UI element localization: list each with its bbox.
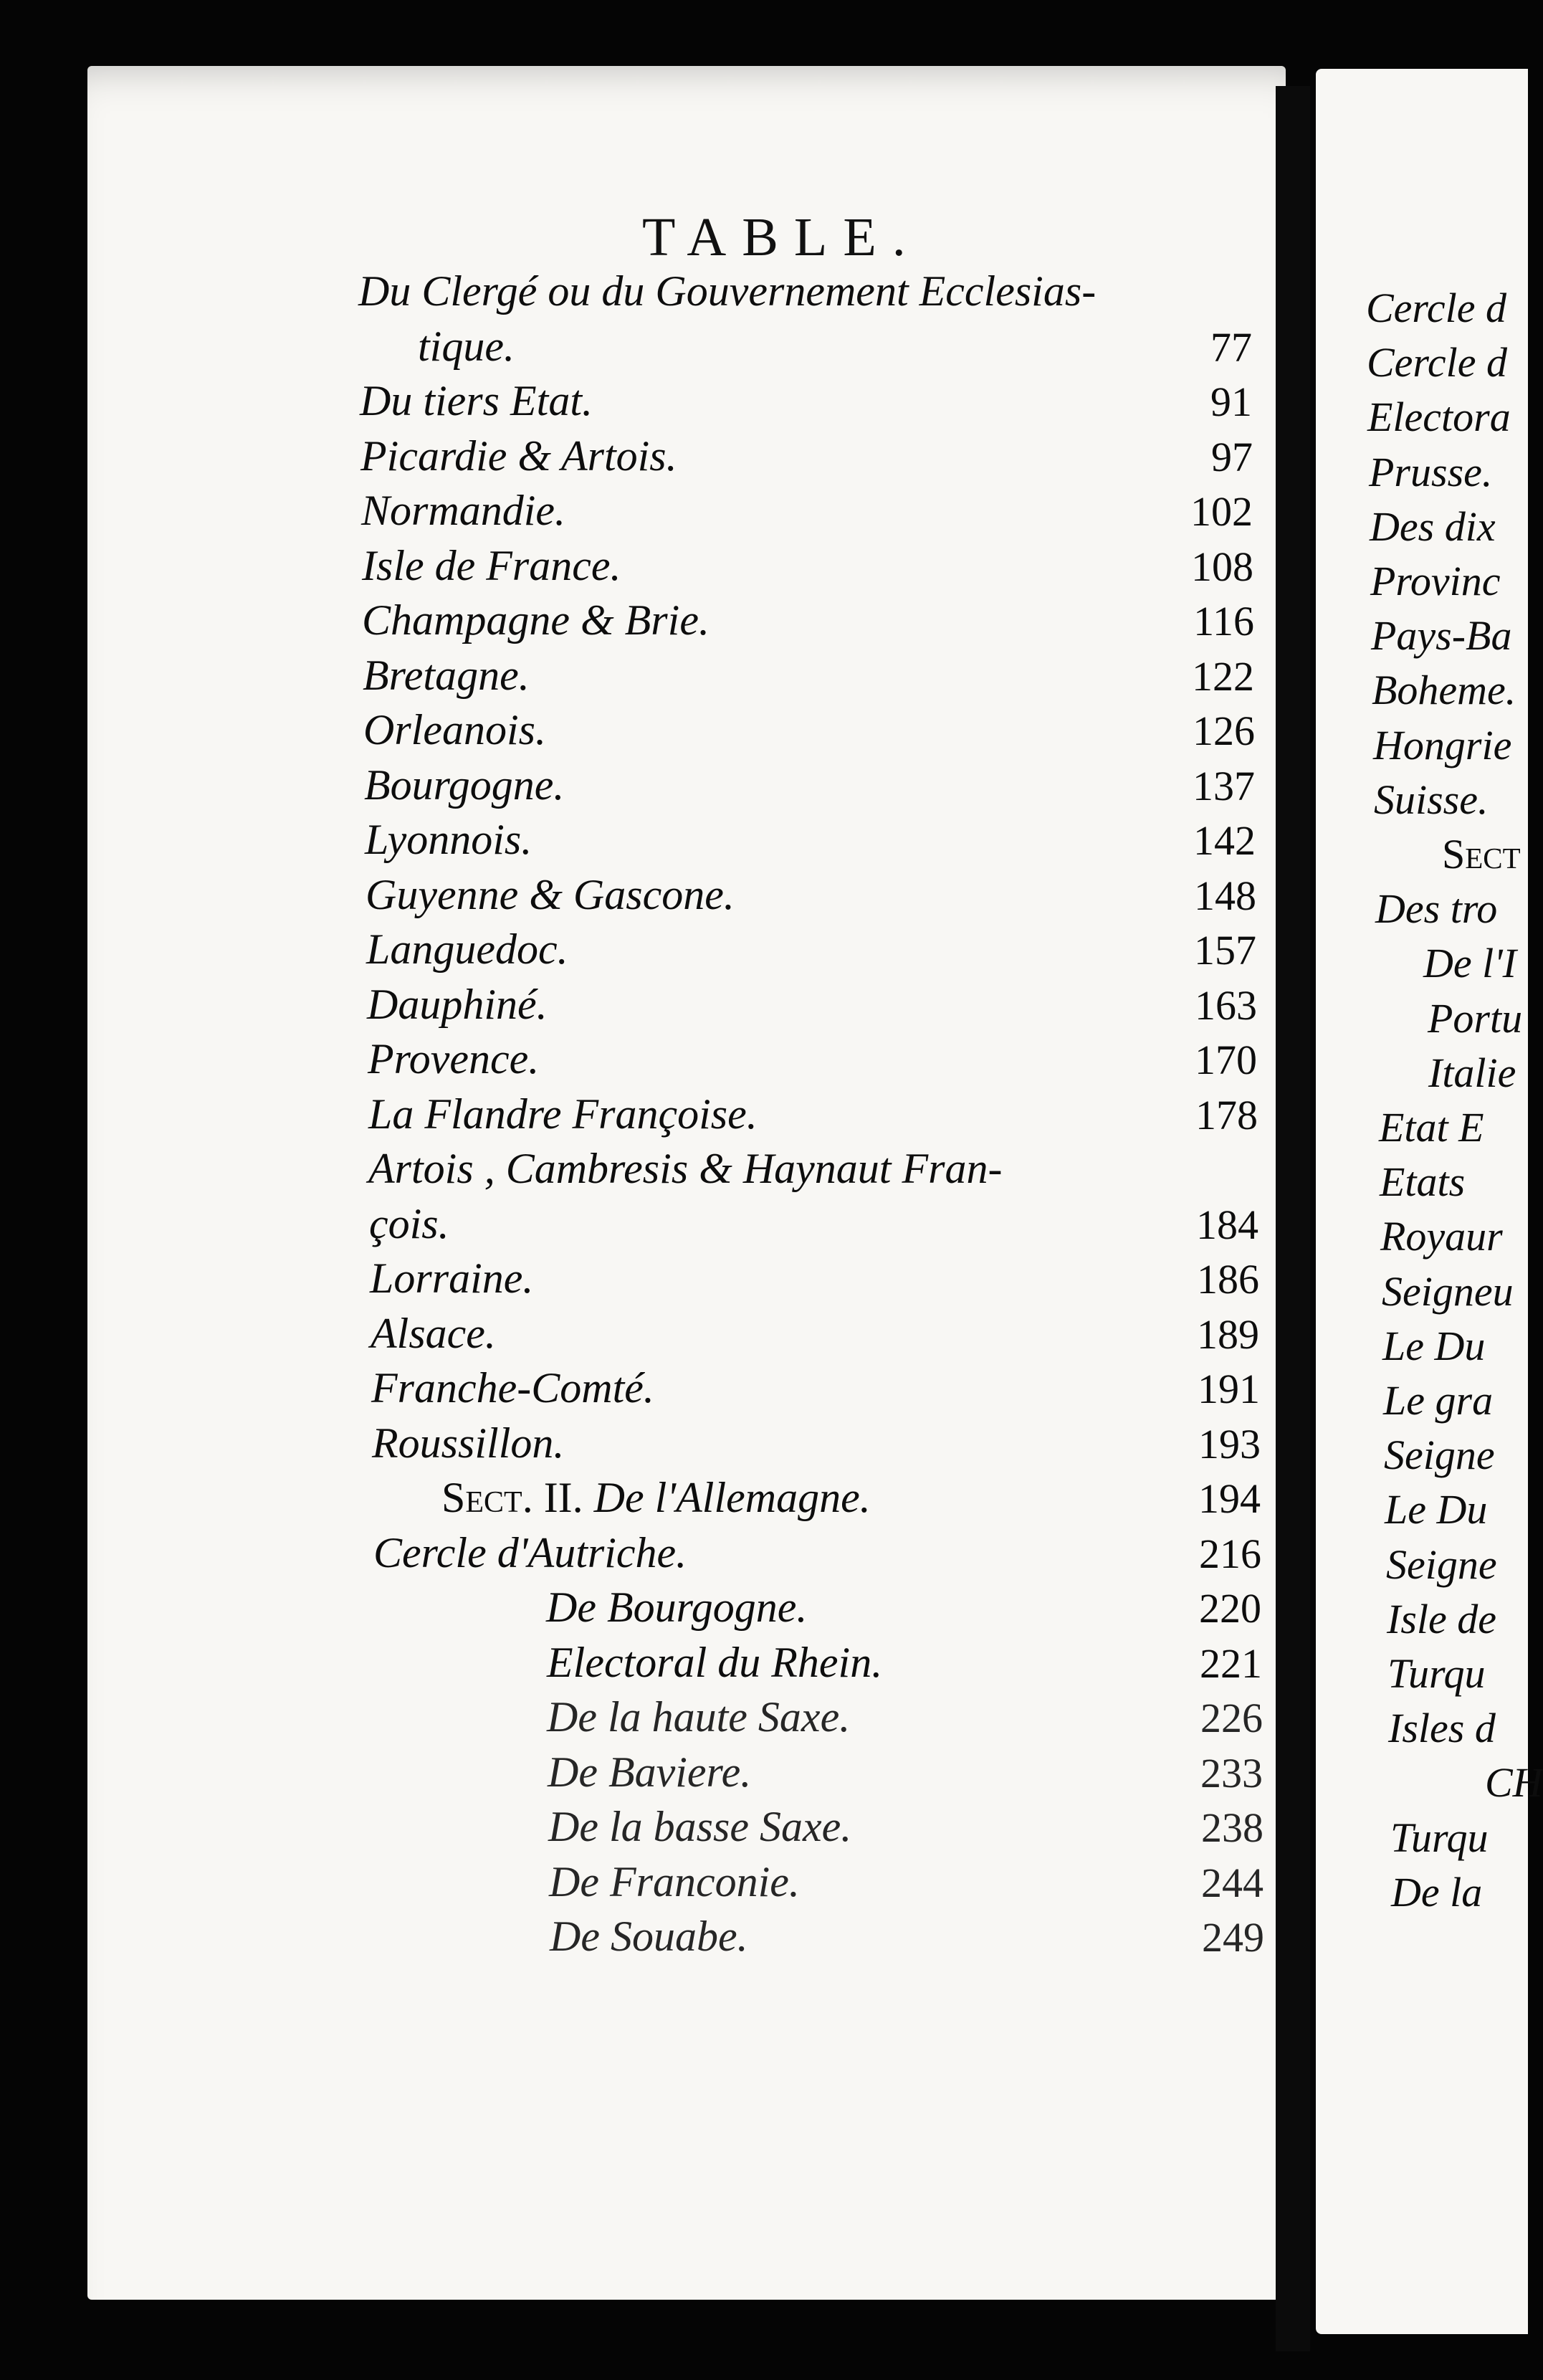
toc-fragment: De la — [1391, 1868, 1483, 1915]
toc-page-number: 186 — [1197, 1256, 1259, 1303]
toc-fragment: Portu — [1428, 994, 1523, 1042]
toc-entry-title: Artois , Cambresis & Haynaut Fran- — [368, 1145, 1003, 1192]
toc-entry — [363, 705, 546, 755]
toc-entry — [441, 1473, 871, 1523]
toc-page-number: 238 — [1201, 1804, 1263, 1851]
toc-entry — [418, 322, 515, 371]
toc-page-number: 184 — [1196, 1201, 1258, 1248]
toc-page-number: 194 — [1198, 1475, 1261, 1522]
toc-entry — [360, 376, 593, 426]
toc-entry-title: Guyenne & Gascone. — [366, 870, 735, 918]
toc-fragment: Royaur — [1380, 1213, 1503, 1260]
toc-fragment: Isle de — [1387, 1595, 1496, 1642]
toc-fragment: Seigneu — [1382, 1267, 1514, 1315]
toc-page-number: 77 — [1210, 323, 1252, 371]
toc-fragment: Des dix — [1370, 503, 1496, 550]
toc-page-number: 163 — [1195, 981, 1257, 1029]
book-spine — [1276, 86, 1310, 2351]
toc-entry-title: Du Clergé ou du Gouvernement Ecclesias- — [358, 267, 1097, 315]
toc-fragment: Hongrie — [1373, 721, 1512, 768]
toc-entry-title: De Baviere. — [548, 1748, 752, 1796]
toc-entry-title: Cercle d'Autriche. — [373, 1528, 687, 1576]
toc-page-number: 137 — [1193, 762, 1255, 809]
toc-entry — [367, 980, 548, 1029]
toc-page-number: 249 — [1202, 1914, 1264, 1961]
toc-entry — [362, 541, 621, 591]
toc-entry-title: Electoral du Rhein. — [547, 1638, 883, 1686]
toc-entry-title: Champagne & Brie. — [362, 596, 710, 644]
toc-entry — [358, 267, 1096, 316]
toc-fragment: Boheme. — [1372, 667, 1516, 714]
toc-entry — [368, 1034, 539, 1084]
toc-fragment: Provinc — [1370, 558, 1501, 604]
toc-fragment: Isles d — [1388, 1705, 1496, 1752]
toc-fragment: Le gra — [1383, 1377, 1494, 1424]
toc-entry-title: Languedoc. — [366, 925, 568, 973]
toc-entry-title: Normandie. — [361, 487, 565, 534]
toc-page-number: 189 — [1197, 1310, 1259, 1358]
toc-entry-title: De la haute Saxe. — [547, 1693, 851, 1741]
toc-fragment: Pays-Ba — [1371, 612, 1512, 660]
toc-entry — [364, 761, 564, 810]
toc-entry-title: De Bourgogne. — [546, 1584, 808, 1631]
toc-fragment: Des tro — [1375, 885, 1498, 933]
section-label: Sect. II. — [441, 1474, 594, 1521]
toc-page-number: 102 — [1190, 488, 1253, 535]
toc-entry — [369, 1199, 449, 1249]
toc-entry — [368, 1090, 758, 1139]
toc-page-number: 221 — [1200, 1639, 1262, 1687]
toc-entry-title: Dauphiné. — [367, 980, 548, 1028]
toc-page-number: 191 — [1198, 1366, 1260, 1412]
toc-fragment: Cercle d — [1366, 285, 1506, 331]
toc-fragment: Seigne — [1386, 1541, 1497, 1588]
toc-entry — [546, 1583, 807, 1632]
toc-entry-title: La Flandre Françoise. — [368, 1090, 758, 1138]
toc-fragment: Turqu — [1387, 1650, 1486, 1697]
toc-page-number: 216 — [1199, 1530, 1261, 1577]
toc-entry-title: De l'Allemagne. — [593, 1474, 871, 1521]
toc-entry-title: De la basse Saxe. — [548, 1803, 852, 1850]
toc-entry — [361, 486, 565, 536]
toc-entry — [365, 815, 532, 865]
toc-page-number: 244 — [1201, 1859, 1263, 1906]
toc-entry — [548, 1748, 751, 1797]
toc-fragment: Suisse. — [1374, 776, 1489, 823]
toc-fragment: Prusse. — [1369, 448, 1493, 495]
toc-entry — [363, 651, 530, 700]
toc-page-number: 97 — [1211, 433, 1253, 480]
toc-entry-title: Du tiers Etat. — [360, 377, 593, 424]
toc-entry-title: De Franconie. — [549, 1857, 800, 1905]
toc-page-number: 148 — [1194, 872, 1256, 919]
toc-entry — [370, 1254, 533, 1303]
toc-fragment: Turqu — [1390, 1814, 1489, 1861]
toc-page-number: 157 — [1194, 927, 1256, 974]
toc-entry — [371, 1363, 654, 1413]
toc-entry-title: tique. — [418, 322, 515, 370]
toc-entry — [360, 432, 677, 481]
toc-page-number: 220 — [1199, 1585, 1261, 1632]
toc-entry — [368, 1144, 1002, 1194]
toc-entry-title: Orleanois. — [363, 706, 546, 753]
toc-entry — [547, 1638, 882, 1688]
toc-fragment: CH — [1485, 1759, 1543, 1807]
toc-entry-title: De Souabe. — [550, 1913, 748, 1960]
toc-entry-title: Provence. — [368, 1035, 540, 1082]
toc-entry-title: Picardie & Artois. — [360, 432, 677, 480]
toc-entry-title: Roussillon. — [372, 1419, 565, 1467]
toc-entry — [366, 925, 568, 974]
toc-fragment: Etats — [1380, 1158, 1466, 1206]
toc-entry — [550, 1912, 748, 1961]
toc-entry — [373, 1528, 687, 1578]
toc-page-number: 108 — [1191, 543, 1253, 590]
toc-entry-title: Alsace. — [371, 1309, 496, 1357]
toc-page-number: 116 — [1193, 598, 1254, 644]
toc-page-number: 193 — [1198, 1420, 1261, 1467]
toc-fragment: Seigne — [1384, 1432, 1495, 1479]
toc-entry-title: çois. — [369, 1199, 449, 1247]
toc-entry-title: Lyonnois. — [365, 816, 532, 863]
toc-entry — [549, 1857, 800, 1907]
toc-entry-title: Bretagne. — [363, 651, 530, 699]
page-title: TABLE. — [642, 207, 922, 267]
toc-fragment: Le Du — [1385, 1486, 1488, 1533]
toc-fragment: Electora — [1367, 394, 1511, 441]
toc-fragment: De l'I — [1423, 940, 1516, 987]
toc-entry-title: Bourgogne. — [364, 761, 565, 809]
toc-fragment: Italie — [1428, 1049, 1516, 1096]
toc-entry — [371, 1309, 496, 1358]
toc-entry — [547, 1693, 850, 1742]
toc-page-number: 122 — [1192, 652, 1254, 700]
toc-page-number: 142 — [1193, 817, 1256, 864]
toc-fragment: Etat E — [1379, 1104, 1484, 1151]
toc-entry-title: Isle de France. — [362, 541, 621, 589]
toc-page-number: 233 — [1200, 1749, 1263, 1796]
toc-entry-title: Lorraine. — [370, 1255, 534, 1302]
toc-page-number: 91 — [1210, 379, 1252, 425]
toc-entry — [548, 1802, 851, 1852]
toc-entry — [366, 870, 735, 920]
toc-fragment: Le Du — [1382, 1322, 1486, 1369]
toc-fragment: Sect — [1442, 831, 1521, 877]
toc-entry — [372, 1419, 564, 1468]
toc-entry — [362, 596, 710, 645]
toc-page-number: 178 — [1195, 1091, 1258, 1138]
toc-page-number: 226 — [1200, 1695, 1263, 1741]
toc-page-number: 170 — [1195, 1037, 1257, 1083]
toc-fragment: Cercle d — [1367, 339, 1507, 386]
toc-page-number: 126 — [1193, 708, 1255, 754]
toc-entry-title: Franche-Comté. — [371, 1364, 654, 1412]
